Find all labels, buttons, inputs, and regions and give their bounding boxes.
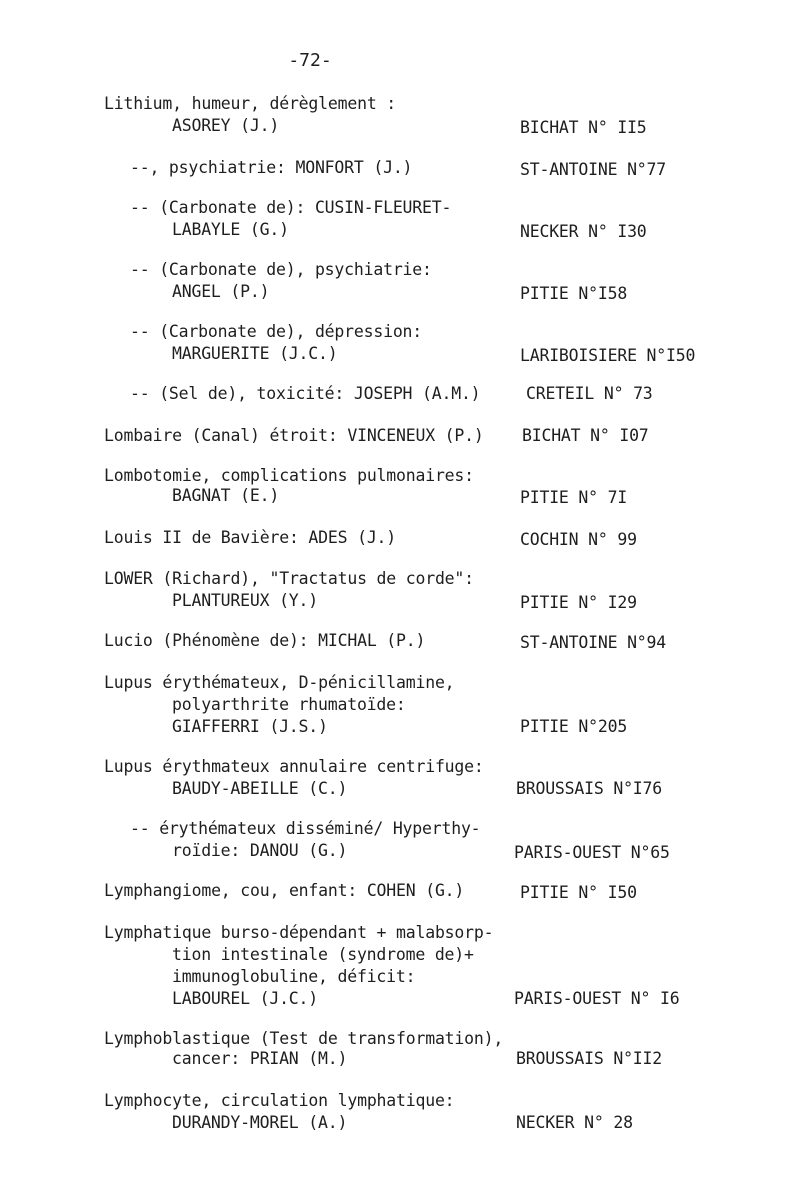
entry-author: DURANDY-MOREL (A.) [172,1113,348,1132]
entry-reference: ST-ANTOINE N°94 [520,633,667,652]
entry-reference: LARIBOISIERE N°I50 [520,346,696,365]
entry-author: MARGUERITE (J.C.) [172,344,338,363]
entry-author: PLANTUREUX (Y.) [172,591,319,610]
entry-author: cancer: PRIAN (M.) [172,1049,348,1068]
entry-reference: CRETEIL N° 73 [526,384,653,403]
entry-heading: Lupus érythmateux annulaire centrifuge: [104,757,484,776]
entry-reference: NECKER N° I30 [520,222,647,241]
entry-heading-continued: immunoglobuline, déficit: [172,967,416,986]
entry-author: LABOUREL (J.C.) [172,989,319,1008]
entry-heading: -- (Sel de), toxicité: JOSEPH (A.M.) [130,384,481,403]
entry-reference: PARIS-OUEST N° I6 [514,989,680,1008]
entry-reference: PARIS-OUEST N°65 [514,843,670,862]
entry-heading: Lymphangiome, cou, enfant: COHEN (G.) [104,881,465,900]
entry-reference: PITIE N°205 [520,717,628,736]
entry-heading: -- (Carbonate de), psychiatrie: [130,260,432,279]
entry-heading: Lombaire (Canal) étroit: VINCENEUX (P.) [104,426,484,445]
entry-heading: Lucio (Phénomène de): MICHAL (P.) [104,631,426,650]
entry-reference: BROUSSAIS N°II2 [516,1049,663,1068]
entry-author: LABAYLE (G.) [172,220,289,239]
entry-reference: BICHAT N° II5 [520,118,647,137]
entry-heading: -- (Carbonate de), dépression: [130,322,423,341]
entry-reference: PITIE N°I58 [520,284,628,303]
entry-heading: Lupus érythémateux, D-pénicillamine, [104,673,455,692]
entry-heading: Louis II de Bavière: ADES (J.) [104,528,397,547]
entry-heading: -- érythémateux disséminé/ Hyperthy- [130,819,481,838]
entry-heading: --, psychiatrie: MONFORT (J.) [130,158,413,177]
entry-reference: PITIE N° I29 [520,593,637,612]
entry-author: roïdie: DANOU (G.) [172,841,348,860]
entry-heading: Lymphatique burso-dépendant + malabsorp- [104,923,494,942]
entry-author: GIAFFERRI (J.S.) [172,717,328,736]
entry-author: ASOREY (J.) [172,116,280,135]
entry-reference: NECKER N° 28 [516,1113,633,1132]
entry-heading: Lombotomie, complications pulmonaires: [104,466,474,485]
entry-heading-continued: polyarthrite rhumatoïde: [172,695,406,714]
entry-author: BAUDY-ABEILLE (C.) [172,779,348,798]
entry-reference: COCHIN N° 99 [520,530,637,549]
entry-author: BAGNAT (E.) [172,486,280,505]
entry-heading: LOWER (Richard), "Tractatus de corde": [104,569,474,588]
entry-reference: ST-ANTOINE N°77 [520,160,667,179]
page-number: -72- [288,50,332,71]
entry-heading-continued: tion intestinale (syndrome de)+ [172,945,474,964]
entry-reference: BROUSSAIS N°I76 [516,779,663,798]
entry-heading: -- (Carbonate de): CUSIN-FLEURET- [130,198,452,217]
entry-heading: Lymphoblastique (Test de transformation), [104,1029,504,1048]
entry-reference: BICHAT N° I07 [522,426,649,445]
entry-reference: PITIE N° 7I [520,488,628,507]
entry-heading: Lymphocyte, circulation lymphatique: [104,1091,455,1110]
entry-reference: PITIE N° I50 [520,883,637,902]
entry-heading: Lithium, humeur, dérèglement : [104,94,397,113]
entry-author: ANGEL (P.) [172,282,270,301]
